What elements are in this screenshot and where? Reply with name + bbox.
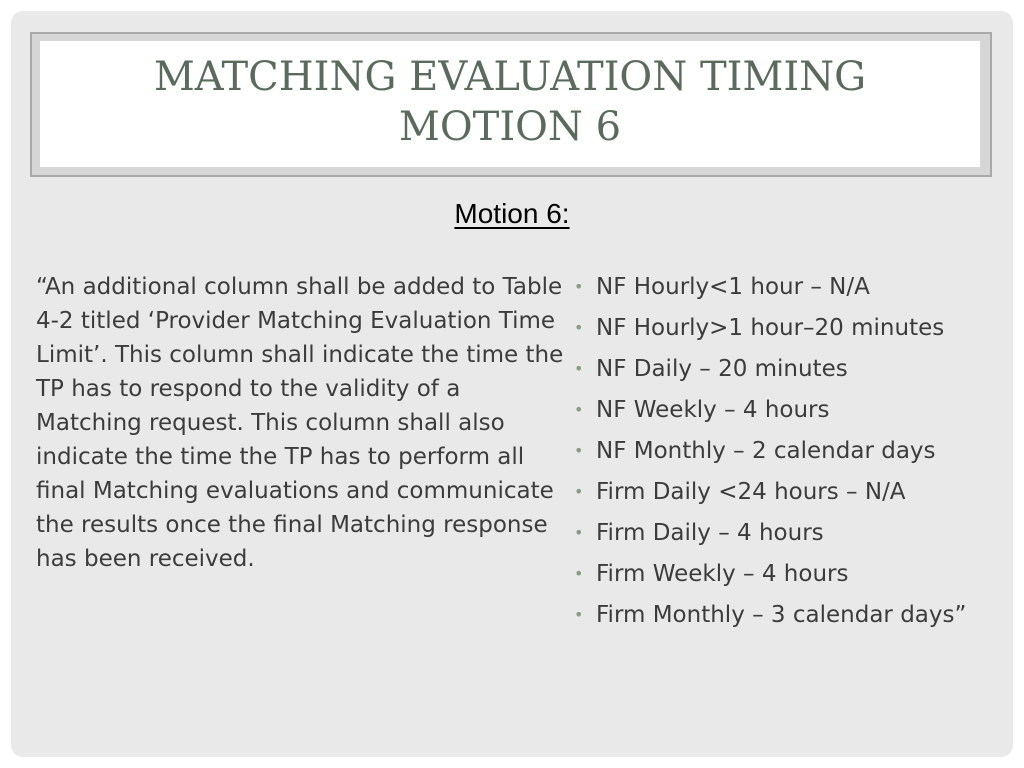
timing-bullet-item: [573, 270, 1003, 304]
slide-title: [40, 52, 980, 152]
timing-bullet-text: NF Hourly<1 hour – N/A: [596, 274, 870, 300]
timing-bullet-text: NF Monthly – 2 calendar days: [596, 438, 936, 464]
timing-bullet-item: [573, 475, 1003, 509]
timing-bullet-item: [573, 311, 1003, 345]
motion-quote-text: “An additional column shall be added to Table 4-2 titled ‘Provider Matching Evaluation Time Limit’. This column shall indicate the time the TP has to respond to the validity of a Matching request. This column shall also indicate the time the TP has to perform all final Matching evaluations and communicate the results once the final Matching response has been received.: [36, 274, 564, 572]
bullet-icon: •: [574, 318, 584, 337]
timing-bullet-text: NF Hourly>1 hour–20 minutes: [596, 315, 945, 341]
timing-bullet-item: [573, 393, 1003, 427]
timing-bullet-text: Firm Weekly – 4 hours: [596, 561, 849, 587]
timing-bullet-item: [573, 598, 1003, 632]
timing-bullet-text: NF Daily – 20 minutes: [596, 356, 848, 382]
timing-bullet-list: [573, 270, 1003, 639]
timing-bullet-text: Firm Monthly – 3 calendar days”: [596, 602, 967, 628]
bullet-icon: •: [574, 359, 584, 378]
timing-bullet-text: Firm Daily <24 hours – N/A: [596, 479, 906, 505]
motion-heading: Motion 6:: [454, 198, 570, 229]
slide-title-line-1: MATCHING EVALUATION TIMING: [153, 54, 867, 100]
timing-bullet-item: [573, 516, 1003, 550]
timing-bullet-text: Firm Daily – 4 hours: [596, 520, 824, 546]
bullet-icon: •: [574, 400, 584, 419]
bullet-icon: •: [574, 605, 584, 624]
bullet-icon: •: [574, 277, 584, 296]
slide-title-line-2: MOTION 6: [398, 104, 622, 150]
timing-bullet-item: [573, 557, 1003, 591]
bullet-icon: •: [574, 441, 584, 460]
bullet-icon: •: [574, 523, 584, 542]
timing-bullet-item: [573, 434, 1003, 468]
bullet-icon: •: [574, 482, 584, 501]
bullet-icon: •: [574, 564, 584, 583]
timing-bullet-text: NF Weekly – 4 hours: [596, 397, 830, 423]
timing-bullet-item: [573, 352, 1003, 386]
